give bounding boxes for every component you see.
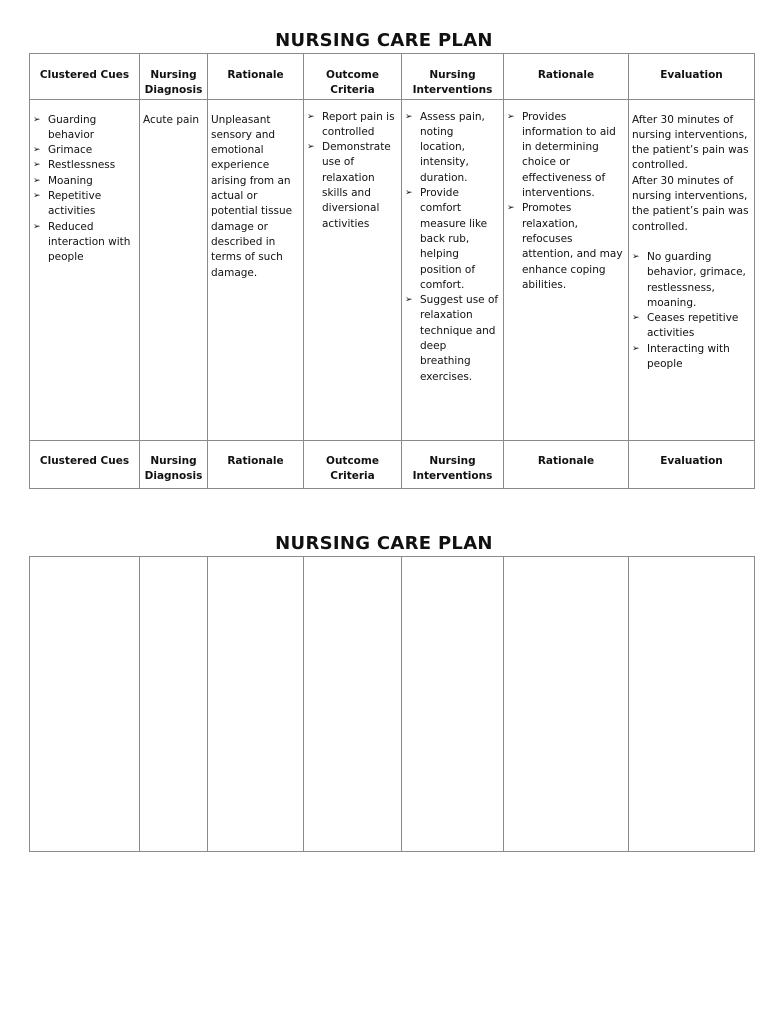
cell-clustered-cues (30, 99, 140, 440)
page-title: NURSING CARE PLAN (275, 30, 493, 51)
blank-cell (30, 557, 140, 852)
cue-item: ➢ Grimace (33, 143, 136, 158)
evaluation-text: After 30 minutes of nursing interventions, the patient’s pain was controlled. (632, 174, 749, 233)
intervention-item: ➢ Assess pain, noting location, intensity, duration. (405, 110, 500, 186)
blank-cell (504, 557, 629, 852)
outcome-item: ➢ Demonstrate use of relaxation skills and diversional activities (307, 140, 398, 232)
cue-item: ➢ Repetitive activities (33, 189, 136, 220)
blank-cell (140, 557, 208, 852)
header-row (30, 54, 755, 100)
footer-clustered-cues: Clustered Cues (30, 440, 140, 488)
rationale-item: ➢ Provides information to aid in determining choice or effectiveness of interventions. (507, 110, 625, 202)
footer-header-row (30, 440, 755, 488)
cell-rationale (208, 99, 304, 440)
cell-outcome-criteria (304, 99, 402, 440)
blank-cell (402, 557, 504, 852)
header-nursing-diagnosis: Nursing Diagnosis (140, 54, 208, 100)
care-plan-table (29, 53, 755, 489)
cell-rationale-2 (504, 99, 629, 440)
cue-item: ➢ Restlessness (33, 158, 136, 173)
outcome-item: ➢ Report pain is controlled (307, 110, 398, 141)
evaluation-item: ➢ Interacting with people (632, 342, 751, 373)
cell-nursing-diagnosis (140, 99, 208, 440)
blank-row (30, 557, 755, 852)
cue-item: ➢ Reduced interaction with people (33, 220, 136, 266)
header-rationale-2: Rationale (504, 54, 629, 100)
rationale-text: Unpleasant sensory and emotional experience arising from an actual or potential tissue damage or described in terms of such damage. (211, 113, 293, 279)
footer-rationale: Rationale (208, 440, 304, 488)
footer-rationale-2: Rationale (504, 440, 629, 488)
blank-cell (629, 557, 755, 852)
plan-row (30, 99, 755, 440)
diagnosis-text: Acute pain (143, 113, 200, 126)
footer-outcome-criteria: Outcome Criteria (304, 440, 402, 488)
cell-nursing-interventions (402, 99, 504, 440)
cue-item: ➢ Guarding behavior (33, 113, 136, 144)
evaluation-item: ➢ No guarding behavior, grimace, restlessness, moaning. (632, 250, 751, 311)
blank-care-plan-table (29, 556, 755, 852)
evaluation-item: ➢ Ceases repetitive activities (632, 311, 751, 342)
cell-evaluation (629, 99, 755, 440)
footer-nursing-diagnosis: Nursing Diagnosis (140, 440, 208, 488)
cue-item: ➢ Moaning (33, 174, 136, 189)
blank-cell (304, 557, 402, 852)
header-evaluation: Evaluation (629, 54, 755, 100)
intervention-item: ➢ Suggest use of relaxation technique and deep breathing exercises. (405, 293, 500, 385)
header-clustered-cues: Clustered Cues (30, 54, 140, 100)
blank-cell (208, 557, 304, 852)
evaluation-text: After 30 minutes of nursing interventions, the patient’s pain was controlled. (632, 113, 749, 172)
header-rationale: Rationale (208, 54, 304, 100)
rationale-item: ➢ Promotes relaxation, refocuses attention, and may enhance coping abilities. (507, 201, 625, 293)
intervention-item: ➢ Provide comfort measure like back rub, helping position of comfort. (405, 186, 500, 293)
page-title-2: NURSING CARE PLAN (275, 533, 493, 554)
footer-evaluation: Evaluation (629, 440, 755, 488)
footer-nursing-interventions: Nursing Interventions (402, 440, 504, 488)
header-outcome-criteria: Outcome Criteria (304, 54, 402, 100)
header-nursing-interventions: Nursing Interventions (402, 54, 504, 100)
